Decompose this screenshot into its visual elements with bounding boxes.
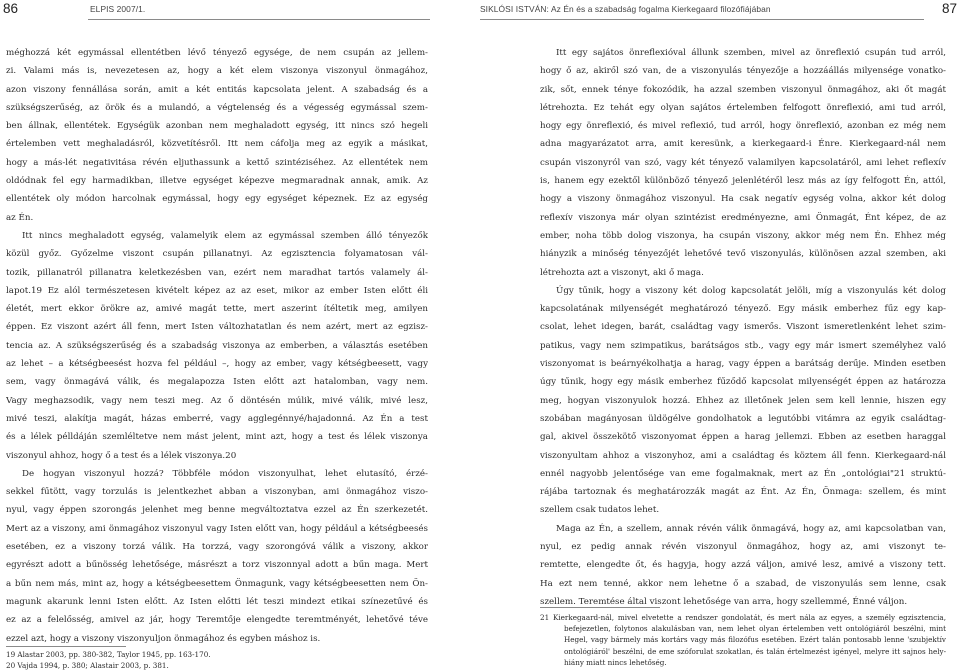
text-line: közül győz. Győzelme viszont csupán pillanatnyi. Az egzisztencia folyamatosan vál- (6, 249, 428, 260)
text-line: esetében, ez a viszony torzá válik. Ha torzzá, vagy szorongóvá válik a viszony, akkor (6, 542, 428, 553)
text-line: szellem csak tudatos lehet. (540, 505, 660, 516)
text-line: éppen. Ez viszont azért áll fenn, mert Isten változhatatlan és nem azért, mert az egzisz- (6, 322, 428, 333)
text-line: oldódnak fel egy harmadikban, illetve egységet képezve megmaradnak annak, amik. Az (6, 176, 428, 187)
text-line: gal, akivel összekötő viszonyomat éppen a harag jellemzi. Ebben az esetben haraggal (540, 432, 946, 443)
text-line: adna magyarázatot arra, amit keresünk, a kierkegaard-i Énre. Kierkegaard-nál nem (540, 139, 946, 150)
text-line: magunk akarunk lenni Isten előtt. Az Isten előtti lét teszi mindezt etikai színezetűvé és (6, 596, 428, 607)
left-footnotes (6, 649, 246, 671)
text-line: ez az a felelősség, amivel az jár, hogy Teremtője elengedte teremtményét, lehetővé téve (6, 615, 428, 626)
text-line: létrehozta azt a viszonyt, aki ő maga. (540, 267, 704, 278)
text-line: azon viszony fennállása során, amit a két entitás kapcsolata jelent. A szabadság és a (6, 84, 428, 95)
text-line: kapcsolatának milyenségét meghatározó tényező. Egy másik emberhez fűz egy kap- (540, 304, 946, 315)
text-line: sem, vagy önmagává válik, és megalapozza Isten előtt azt hatalomban, vagy nem. (6, 377, 428, 388)
text-line: Vagy meghazsodik, vagy nem teszi meg. Az ő döntésén múlik, mivé válik, mivé lesz, (6, 395, 428, 406)
text-line: szellem. Teremtése által viszont lehetősége van arra, hogy szellemmé, Énné váljon. (540, 596, 908, 607)
footnote-line: hiány miatt nincs lehetőség. (564, 657, 667, 667)
page-number: 87 (941, 1, 957, 16)
text-line: De hogyan viszonyul hozzá? Többféle módon viszonyulhat, lehet elutasító, érzé- (22, 468, 428, 479)
footnote-line: ontológiáról' beszélni, de eme szóforulat szokatlan, és talán értelmezést igényel, melyre itt sajnos hely- (564, 646, 946, 656)
text-line: Itt nincs meghaladott egység, valamelyik elem az egymással szemben álló tényezők (22, 230, 428, 241)
text-line: csolat, lehet idegen, barát, családtag vagy ismerős. Viszont ismeretlenként lehet szim- (540, 322, 946, 333)
text-line: értelemben vett meghaladásról, közvetítésről. Itt nem cáfolja meg az egyik a másikat, (6, 139, 428, 150)
left-body-text (6, 44, 428, 648)
text-line: zi. Valami más is, nevezetesen az, hogy a két elem viszonya viszonyul önmagához, (6, 66, 428, 77)
text-line: az Én. (6, 212, 34, 223)
text-line: ellentétek oly módon harcolnak egymással, hogy egy egységet képeznek. Ez az egység (6, 194, 428, 205)
text-line: az lehet – a kétségbeesést hozva fel például –, hogy az ember, vagy kétségbeesett, vagy (6, 359, 428, 370)
text-line: létrehozta. Ez tehát egy olyan sajátos értelemben felfogott önreflexió, ami tud arról, (540, 102, 946, 113)
footnote-line: 21 Kierkegaard-nál, mivel elvetette a rendszer gondolatát, és mert nála az egyes, a személy egzisztencia, (540, 613, 946, 622)
text-line: életét, mert ekkor örökre az, amivé magát tette, mert aszerint ítéltetik meg, amilyen (6, 304, 428, 315)
text-line: patikus, vagy nem szimpatikus, barátságos stb., vagy egy már ismert személyhez való (540, 340, 946, 351)
running-head: SIKLÓSI ISTVÁN: Az Én és a szabadság fogalma Kierkegaard filozófiájában (480, 4, 771, 14)
header-rule (480, 19, 924, 20)
text-line: Úgy tűnik, hogy a viszony két dolog kapcsolatát jelöli, míg a viszonyulás két dolog (556, 285, 946, 296)
right-page-header (480, 0, 960, 20)
text-line: ben állnak, ellentétek. Egységük azonban nem meghaladott egység, itt nincs szó hegeli (6, 121, 428, 132)
text-line: Mert az a viszony, ami önmagához viszonyul vagy Isten előtt van, hogy például a kétségbeesés (6, 523, 428, 534)
text-line: tencia az. A szükségszerűség és a szabadság viszonya az emberben, a választás esetében (6, 340, 428, 351)
running-head: ELPIS 2007/1. (90, 4, 146, 14)
text-line: Itt egy sajátos önreflexióval állunk szemben, mivel az önreflexió csupán tud arról, (556, 48, 946, 58)
text-line: hiányzik a minőség tényezőjét lehetővé tevő viszonyulás, különösen azzal szemben, aki (540, 249, 946, 260)
text-line: egyrészt adott a bűnösség lehetősége, másrészt a torz viszonnyal adott a bűn maga. Mert (6, 560, 428, 571)
text-line: viszonyul ahhoz, hogy ő a test és a lélek viszonya.20 (6, 450, 237, 461)
text-line: sekkel fűtött, vagy torzulás is jelentkezhet abban a viszonyban, ami önmagához viszo- (6, 487, 428, 498)
footnote: 20 Vajda 1994, p. 380; Alastair 2003, p. 381. (6, 661, 169, 671)
header-rule (88, 19, 430, 20)
text-line: szükségszerűség, az örök és a mulandó, a végtelenség és a végesség egymással szem- (6, 102, 428, 113)
text-line: ember, noha több dolog viszonya, ha csupán viszony, akkor még nem Én. Ehhez még (540, 230, 946, 241)
footnote: 19 Alastar 2003, pp. 380-382, Taylor 1945, pp. 163-170. (6, 650, 211, 659)
text-line: szobában magányosan üldögélve gondolhatok a legutóbbi vitámra az egyik családtag- (540, 413, 946, 424)
text-line: meg, hogyan viszonyulok hozzá. Ehhez az illetőnek jelen sem kell lennie, hiszen egy (540, 395, 946, 406)
right-body-text (540, 44, 946, 611)
left-page-header (0, 0, 480, 20)
text-line: zik, sőt, ennek tényе fokozódik, ha azzal szemben viszonyul önmagához, aki őt magát (540, 84, 946, 95)
text-line: remtette, elengedte őt, és hagyja, hogy azzá váljon, amivé lesz, amivé a viszony tett. (540, 560, 946, 571)
footnote-line: befejezetlen, folytonos alakulásban van, nem lehet olyan értelemben vett ontológiáról beszélni, mint (564, 624, 946, 634)
text-line: rájába tartoznak és meghatározzák magát az Ént. Az Én, Önmaga: szellem, és mint (540, 487, 946, 498)
text-line: méghozzá két egymással ellentétben lévő tényező egysége, de nem csupán az jellem- (6, 48, 428, 58)
text-line: hogy a más-lét negativitása révén eljuthassunk a kettő szintéziséhez. Az ellentétek nem (6, 157, 428, 168)
text-line: nyul, ez pedig annak révén viszonyul önmagához, hogy az, ami viszonyt te- (540, 542, 946, 553)
text-line: hogy egy önreflexió, és mivel reflexió, tud arról, hogy önreflexió, azonban ez még nem (540, 121, 946, 132)
footnote-rule (540, 607, 660, 608)
text-line: tozik, pillanatról pillanatra keletkezésben van, ezért nem maradhat tartós valamely ál- (6, 267, 428, 278)
text-line: mivé teszi, alakítja magát, házas emberré, vagy agglegénnyé/hajadonná. Az Én a test (6, 413, 428, 424)
text-line: nyul, vagy éppen szorongás jelenhet meg benne megváltoztatva ezzel az Én szerkezetét. (6, 505, 428, 516)
text-line: viszonyomat is beárnyékolhatja a harag, vagy éppen a barátság derűje. Minden esetben (540, 359, 946, 370)
text-line: és a lélek pélldáján szemléltetve nem mást jelent, mint azt, hogy a test és lélek viszonya (6, 432, 428, 443)
text-line: a bűn nem más, mint az, hogy a kétségbeesettem Önmagunk, vagy kétségbeesetten nem Ön- (6, 578, 428, 589)
text-line: hogy ő az, akiről szó van, de a viszonyulás tényezője a hozzáállás milyensége vonatko- (540, 66, 946, 77)
right-page (480, 0, 960, 672)
footnote-line: Hegel, vagy bármely más kortárs vagy más filozófus esetében. Ezért talán pontosabb lenne 'szubjektív (564, 635, 946, 645)
footnote-rule (6, 646, 126, 647)
text-line: Maga az Én, a szellem, annak révén válik önmagává, hogy az, ami kapcsolatban van, (556, 523, 946, 534)
text-line: viszonyultam ahhoz a viszonyhoz, ami a családtag és köztem áll fenn. Kierkegaard-nál (540, 450, 946, 461)
text-line: hogy a viszony önmagához viszonyul. Ha csak negatív egység volna, akkor két dolog (540, 194, 946, 205)
text-line: lapot.19 Ez alól természetesen kivételt képez az az eset, mikor az ember Isten előtt éli (6, 285, 428, 296)
text-line: reflexív viszonya már olyan szintézist eredményezne, ami Önmagát, Ént képez, de az (540, 212, 946, 223)
text-line: is, hanem egy ezektől különböző tényező jelenlétéről lesz más az így felfogott Én, attól, (540, 176, 946, 187)
text-line: úgy tűnik, hogy egy másik emberhez fűződő kapcsolat milyenségét éppen az határozza (540, 377, 946, 388)
right-footnotes (540, 612, 946, 668)
text-line: Ha ezt nem tenné, akkor nem lehetne ő a szabad, de viszonyulás sem lenne, csak (540, 578, 946, 589)
text-line: ennél nagyobb jelentősége van eme fogalmaknak, mert az Én „ontológiai"21 struktú- (540, 468, 946, 479)
page-number: 86 (3, 1, 19, 16)
text-line: ezzel azt, hogy a viszony viszonyuljon önmagához és egyben máshoz is. (6, 633, 321, 644)
text-line: csupán viszonyról van szó, vagy két tényező valamilyen kapcsolatáról, ami lehet reflexív (540, 157, 946, 168)
